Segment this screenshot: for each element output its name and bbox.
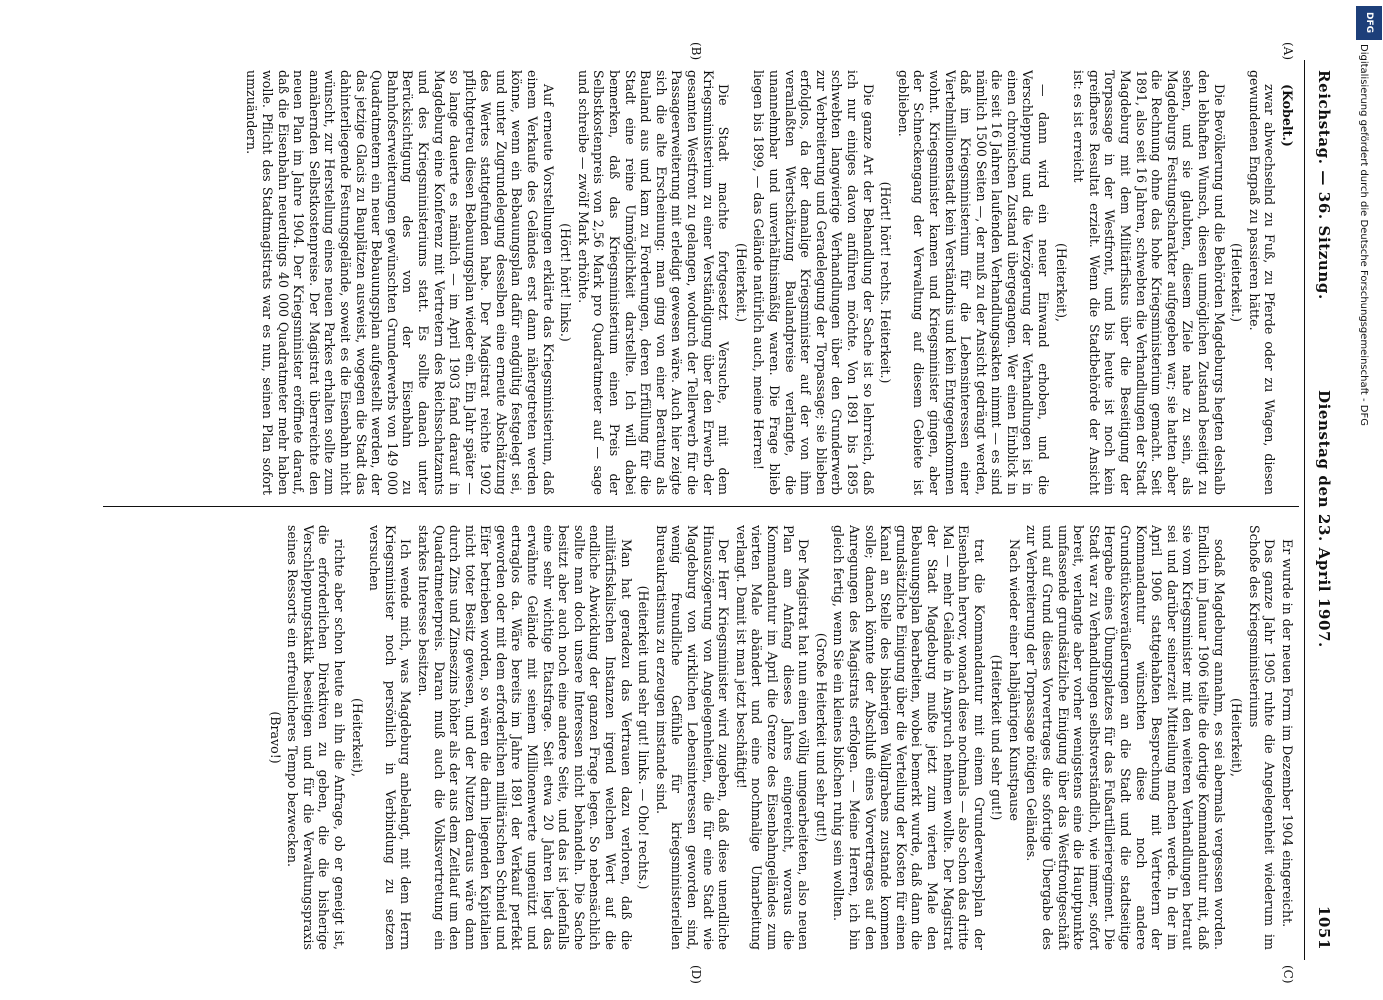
paragraph: Das ganze Jahr 1905 ruhte die Angelegenheit wiederum im Schoße des Kriegsministeriums	[1246, 525, 1278, 950]
interjection: (Heiterkeit.)	[1229, 243, 1245, 322]
paragraph: zwar abwechselnd zu Fuß, zu Pferde oder zu Wagen, diesen gewundenen Engpaß zu passieren hätte.	[1246, 70, 1278, 495]
margin-marker-a: (A)	[1281, 42, 1295, 61]
speaker-label: (Kobelt.)	[1280, 84, 1295, 147]
header-date: Dienstag den 23. April 1907.	[1315, 390, 1333, 648]
digitization-credit: Digitalisierung gefördert durch die Deutsche Forschungsgemeinschaft - DFG	[1358, 44, 1369, 427]
paragraph: Nach wieder einer halbjährigen Kunstpause	[1006, 539, 1022, 821]
interjection: (Große Heiterkeit und sehr gut!)	[813, 632, 829, 843]
interjection: (Bravo!)	[267, 711, 283, 764]
dfg-logo	[1356, 6, 1382, 40]
paragraph: trat die Kommandantur mit einem Grunderwerbsplan der Eisenbahn hervor, wonach diese nochmals — also schon das dritte Mal — mehr Gelände in Anspruch nehmen wollte. Der Magistrat der Stadt Magdeburg mußte jetzt zum vierten Male den Bebauungsplan bearbeiten, wobei bemerkt wurde, daß dann die grundsätzliche Einigung über die Verteilung der Kosten für einen Kanal an Stelle des bisherigen Wallgrabens zustande kommen solle; danach könnte der Abschluß eines Vorvertrages auf den Anregungen des Magistrats erfolgen. — Meine Herren, ich bin gleich fertig, wenn Sie ein kleines bißchen ruhig sein wollten.	[831, 525, 987, 950]
paragraph: sodaß Magdeburg annahm, es sei abermals vergessen worden. Endlich im Januar 1906 teilte die dortige Kommandantur mit, daß sie vom Kriegsminister mit den weiteren Verhandlungen betraut sei und darüber seinerzeit Mitteilung machen werde. In der im April 1906 stattgehabten Besprechung mit Vertretern der Kommandantur wünschten diese noch andere Grundstücksveräußerungen an die Stadt und die stadtseitige Hergabe eines Übungsplatzes für das Fußartillerieregiment. Die Stadt war zu Verhandlungen selbstverständlich, wie immer, sofort bereit, verlangte aber vorher wenigstens eine die Hauptpunkte umfassende grundsätzliche Einigung über das Westfrontgeschäft und auf Grund dieses Vorvertrages die sofortige Übergabe des zur Verbreiterung der Torpassage nötigen Geländes.	[1024, 525, 1227, 950]
paragraph: — dann wird ein neuer Einwand erhoben, und die Verschleppung und die Verzögerung der Verhandlungen ist in einen chronischen Zustand übergegangen. Wer einen Einblick in die seit 16 Jahren laufenden Verhandlungsakten nimmt — es sind nämlich 1500 Seiten —, der muß zu der Ansicht gedrängt werden, daß im Kriegsministerium für die Lebensinteressen einer Viertelmillionenstadt kein Verständnis und kein Entgegenkommen wohnt. Kriegsminister kamen und Kriegsminister gingen, aber der Schneckengang der Verwaltung auf diesem Gebiete ist geblieben.	[895, 70, 1052, 495]
paragraph: Man hat geradezu das Vertrauen dazu verloren, daß die militärfiskalischen Instanzen irgend welchen Wert auf die endliche Abwicklung der ganzen Frage legen. So nebensächlich sollte man doch unsere Interessen nicht behandeln. Die Sache besitzt aber auch noch eine andere Seite, und das ist jedenfalls eine sehr wichtige Etatsfrage. Seit etwa 20 Jahren liegt das erwähnte Gelände mit seinem Millionenwerte ungenützt und ertraglos da. Wäre bereits im Jahre 1891 der Verkauf perfekt geworden oder mit dem erforderlichen militärischen Schneid und Eifer betrieben worden, so wären die darin liegenden Kapitalien nicht toter Besitz gewesen, und der Nutzen daraus wäre dann durch Zins und Zinseszins höher als der aus dem Zeitlauf um den Quadratmeterpreis. Daran muß auch die Volksvertretung ein starkes Interesse besitzen.	[415, 525, 634, 950]
paragraph: Der Herr Kriegsminister wird zugeben, daß diese unendliche Hinauszögerung von Angelegenheiten, die für eine Stadt wie Magdeburg von wirklichen Lebensinteressen geworden sind, wenig freundliche Gefühle für kriegsministeriellen Bureaukratismus zu erzeugen imstande sind.	[653, 525, 732, 950]
margin-marker-c: (C)	[1281, 965, 1295, 984]
header-session: Reichstag. — 36. Sitzung.	[1315, 70, 1333, 300]
paragraph: Die ganze Art der Behandlung der Sache ist so lehrreich, daß ich nur einiges davon anführen möchte. Von 1891 bis 1895 schwebten langwierige Verhandlungen über den Grunderwerb zur Verbreiterung und Geradelegung der Torpassage; sie blieben erfolglos, da der damalige Kriegsminister auf der von ihm veranlaßten Wertschätzung Baulandpreise verlangte, die unannehmbar und unverhältnismäßig waren. Die Frage blieb liegen bis 1899, — das Gelände natürlich auch, meine Herren!	[751, 70, 876, 495]
interjection: (Heiterkeit und sehr gut! links. — Oho! rechts.)	[636, 585, 652, 890]
page-number: 1051	[1315, 905, 1333, 950]
paragraph: richte aber schon heute an ihn die Anfrage, ob er geneigt ist, die erforderlichen Direktiven zu geben, die die bisherige Verschleppungstaktik beseitigen und für die Verwaltungspraxis seines Ressorts ein erfreulicheres Tempo bezwecken.	[285, 525, 347, 950]
paragraph: Die Bevölkerung und die Behörden Magdeburgs hegten deshalb den lebhaften Wunsch, diesen unmöglichen Zustand beseitigt zu sehen, und sie glaubten, diesem Ziele nahe zu sein, als Magdeburgs Festungscharakter aufgegeben war; sie hatten aber die Rechnung ohne das hohe Kriegsministerium gemacht. Seit 1891, also seit 16 Jahren, schwebten die Verhandlungen der Stadt Magdeburg mit dem Militärfiskus über die Beseitigung der Torpassage in der Westfront, und bis heute ist noch kein greifbares Resultat erzielt. Wenn die Stadtbehörde der Ansicht ist: es ist erreicht	[1071, 70, 1227, 495]
interjection: (Heiterkeit),	[1229, 698, 1245, 777]
paragraph: Ich wende mich, was Magdeburg anbelangt, mit dem Herrn Kriegsminister noch persönlich in Verbindung zu setzen versuchen	[367, 525, 414, 950]
interjection: (Hört! hört! rechts. Heiterkeit.)	[878, 181, 894, 384]
interjection: (Heiterkeit),	[1053, 243, 1069, 322]
text-column-right	[105, 525, 1295, 950]
interjection: (Hört! hört! links.)	[558, 223, 574, 342]
interjection: (Heiterkeit),	[349, 698, 365, 777]
paragraph: Der Magistrat hat nun einen völlig umgearbeiteten, also neuen Plan am Anfang dieses Jahres eingereicht, woraus die Kommandantur im April die Grenze des Eisenbahngeländes zum vierten Male abändert und eine nochmalige Umarbeitung verlangt. Damit ist man jetzt beschäftigt!	[733, 525, 812, 950]
paragraph: Auf erneute Vorstellungen erklärte das Kriegsministerium, daß einem Verkaufe des Geländes erst dann nähergetreten werden könne, wenn ein Bebauungsplan dafür endgültig festgelegt sei, und unter Zugrundelegung desselben eine erneute Abschätzung des Wertes stattgefunden habe. Der Magistrat reichte 1902 pflichtgetreu diesen Bebauungsplan wieder ein. Ein Jahr später — so lange dauerte es nämlich — im April 1903 fand darauf in Magdeburg eine Konferenz mit Vertretern des Reichsschatzamts und des Kriegsministeriums statt. Es sollte danach unter Berücksichtigung des von der Eisenbahn zu Bahnhofserweiterungen gewünschten Grunderwerbs von 149 000 Quadratmetern ein neuer Bebauungsplan aufgestellt werden, der das jetzige Glacis zu Bauplätzen ausweist, wogegen die Stadt das dahinterliegende Festungsgelände, soweit es die Eisenbahn nicht wünscht, zur Herstellung eines neuen Parkes erhalten sollte zum annähernden Selbstkostenpreise. Der Magistrat überreichte den neuen Plan im Jahre 1904. Der Kriegsminister eröffnete darauf, daß die Eisenbahn neuerdings 40 000 Quadratmeter mehr haben wolle. Pflicht des Stadtmagistrats war es nun, seinen Plan sofort umzuändern.	[244, 70, 556, 495]
scanned-page	[95, 42, 1335, 984]
paragraph: Er wurde in der neuen Form im Dezember 1904 eingereicht.	[1280, 539, 1295, 928]
column-divider	[103, 506, 1299, 507]
paragraph: Die Stadt machte fortgesetzt Versuche, mit dem Kriegsministerium zu einer Verständigung über den Erwerb der gesamten Westfront zu gelangen, wodurch der Tellerwerb für die Passageerweiterung mit erledigt gewesen wäre. Auch hier zeigte sich die alte Erscheinung: man ging von einer Beratung als Bauland aus und kam zu Forderungen, deren Erfüllung für die Stadt eine reine Unmöglichkeit darstellte. Ich will dabei bemerken, daß das Kriegsministerium einen Preis der Selbstkostenpreis von 2,56 Mark pro Quadratmeter auf — sage und schreibe — zwölf Mark erhöhte.	[575, 70, 732, 495]
margin-marker-b: (B)	[689, 42, 703, 61]
text-column-left	[105, 70, 1295, 495]
page-header	[1304, 60, 1335, 960]
dfg-logo-text: DFG	[1364, 12, 1374, 34]
interjection: (Heiterkeit.)	[733, 243, 749, 322]
interjection: (Heiterkeit und sehr gut!)	[989, 654, 1005, 821]
margin-marker-d: (D)	[689, 965, 703, 984]
